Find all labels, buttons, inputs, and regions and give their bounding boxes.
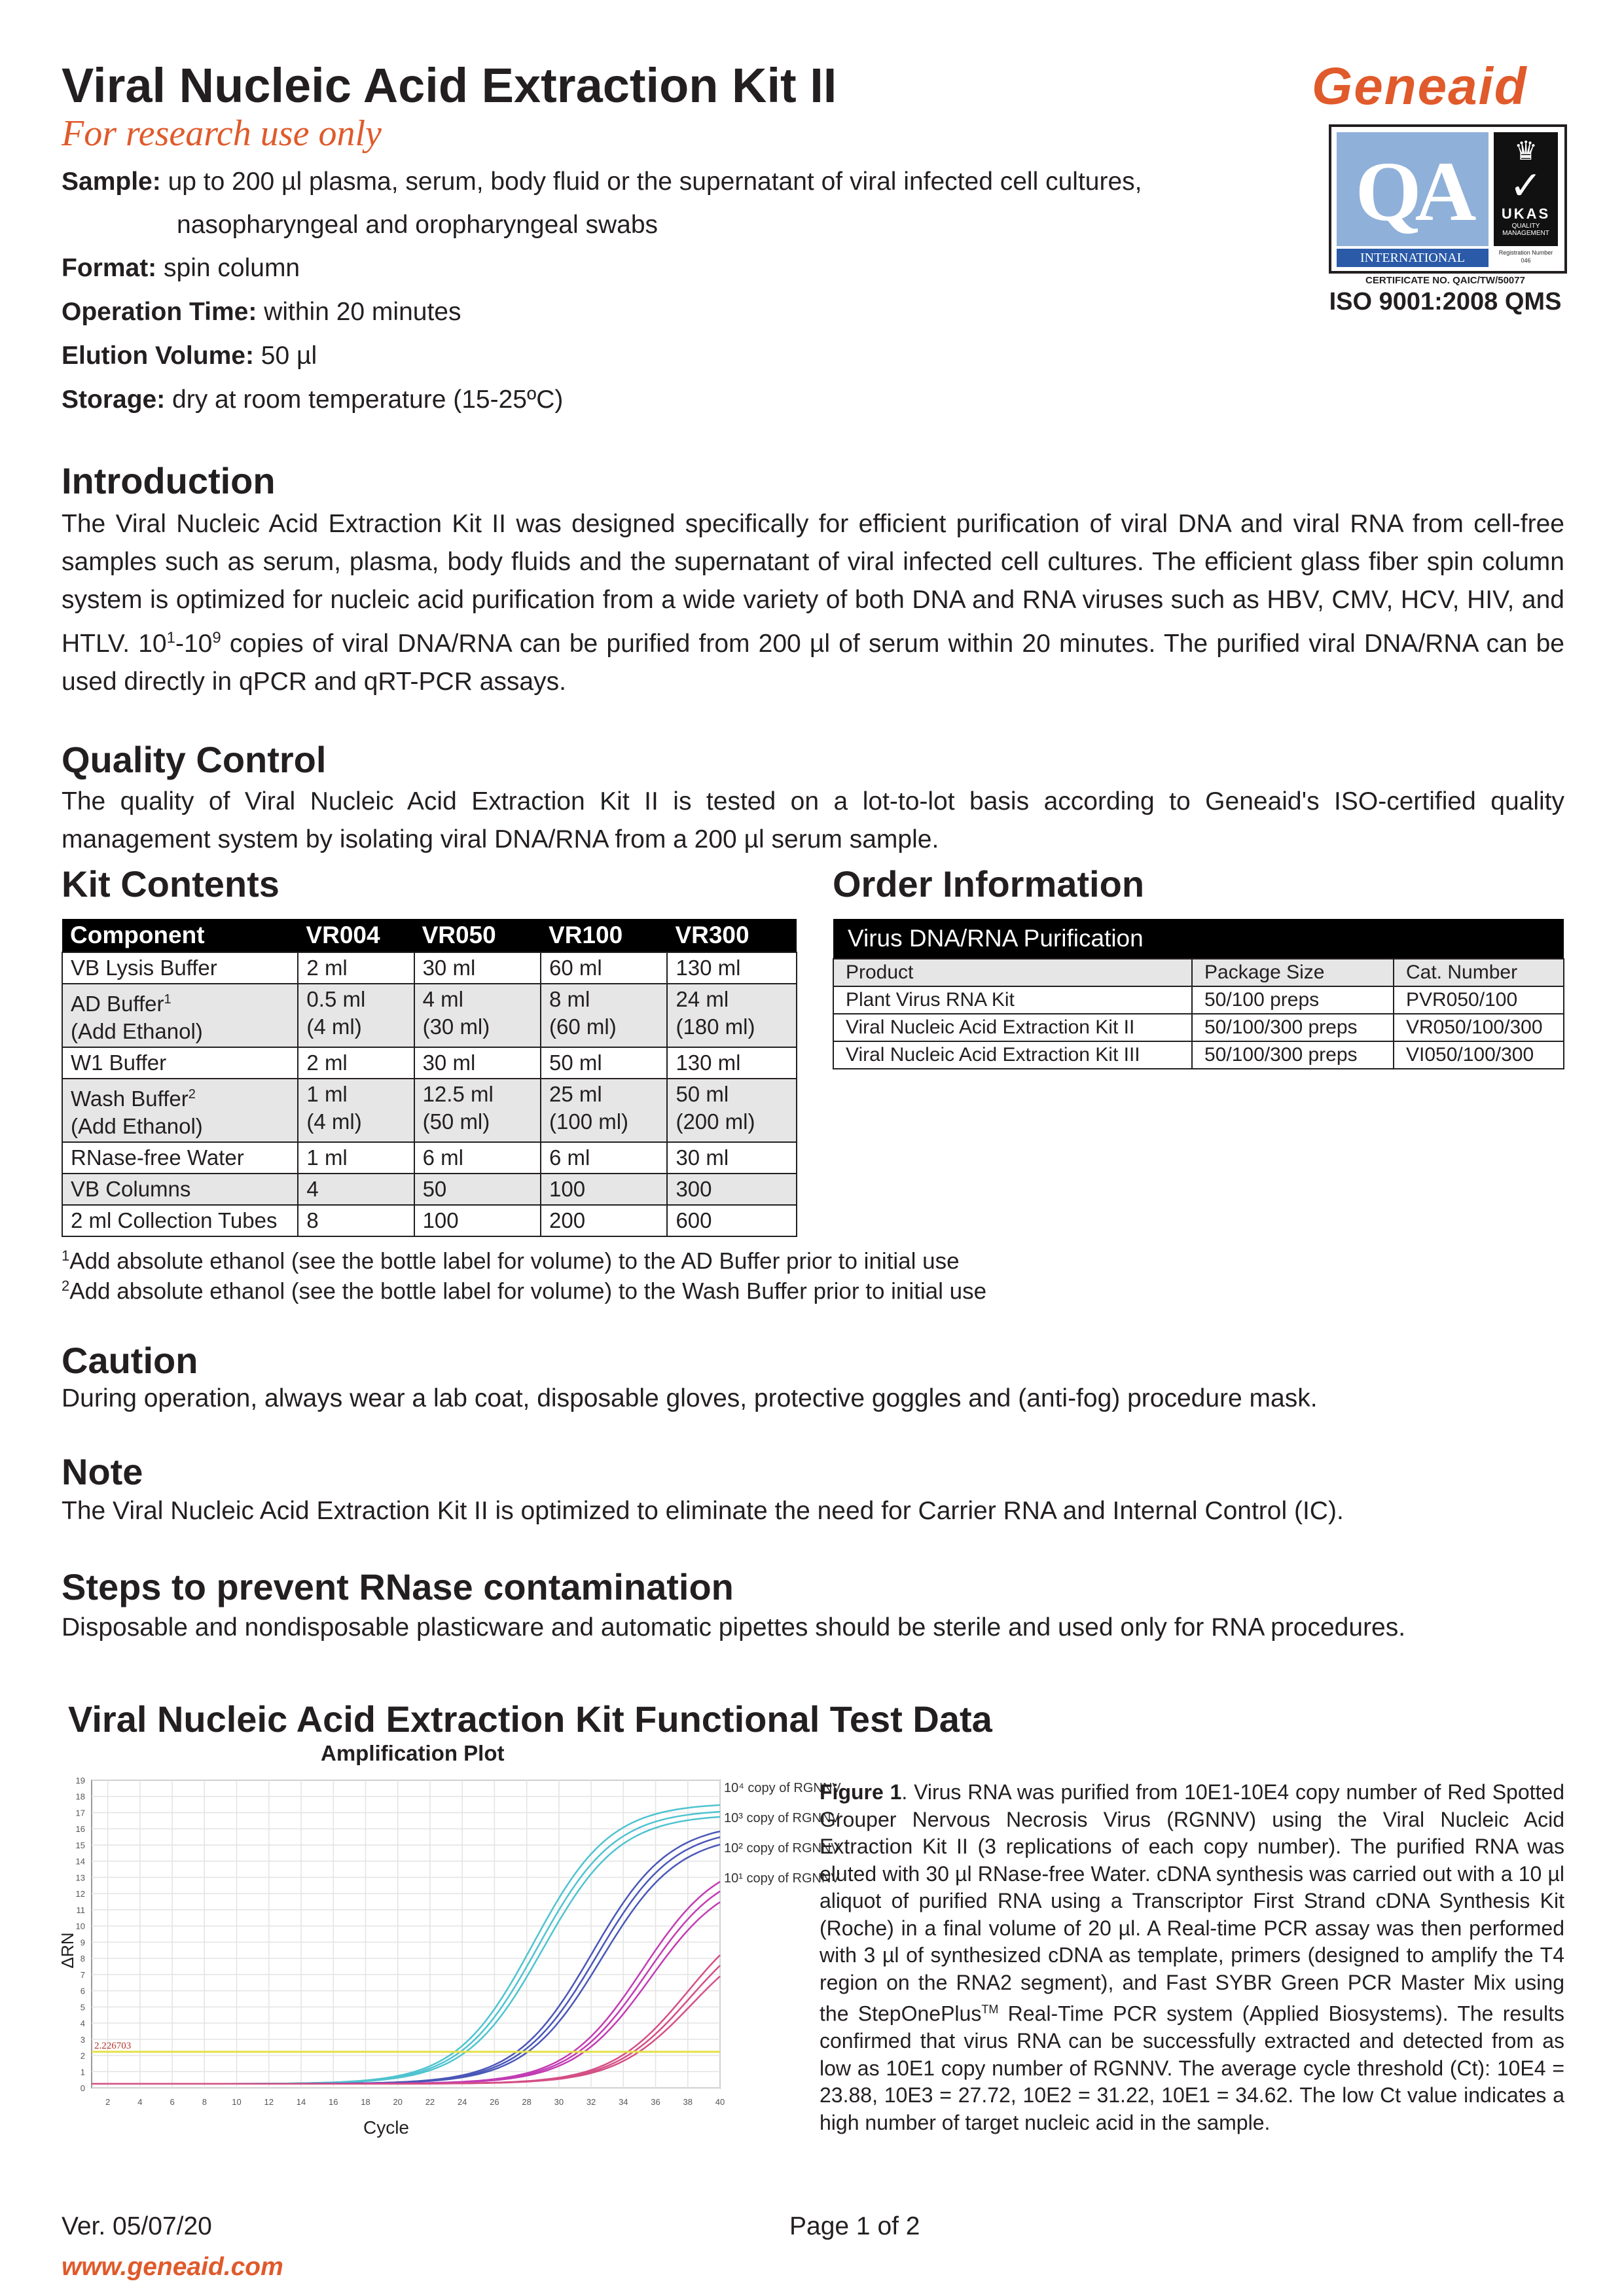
intro-text-part: copies of viral DNA/RNA can be purified from 200 µl of serum within 20 minutes. The purified viral DNA/RNA can be used directly in qPCR and qRT-PCR assays.: [62, 630, 1564, 696]
y-tick-label: 5: [80, 2002, 85, 2013]
table-cell: Viral Nucleic Acid Extraction Kit II: [833, 1014, 1192, 1041]
table-cell: 30 ml: [414, 1047, 541, 1079]
x-tick-label: 8: [202, 2097, 207, 2107]
table-cell: 6 ml: [414, 1142, 541, 1174]
x-tick-label: 24: [457, 2097, 467, 2107]
order-table-title: Virus DNA/RNA Purification: [833, 919, 1564, 959]
y-tick-label: 10: [75, 1921, 85, 1931]
table-cell: [298, 1079, 414, 1142]
table-row: [62, 1205, 797, 1236]
registration-number: Registration Number 046: [1498, 249, 1553, 264]
table-cell: [414, 1079, 541, 1142]
x-tick-label: 30: [554, 2097, 564, 2107]
y-tick-label: 0: [80, 2083, 85, 2093]
trademark-mark: TM: [981, 2003, 999, 2016]
figure-text: . Virus RNA was purified from 10E1-10E4 copy number of Red Spotted Grouper Nervous Necrosis Virus (RGNNV) using the Viral Nucleic Acid Extraction Kit II (3 replications of each copy number). The purified RNA was eluted with 30 µl RNase-free Water. cDNA synthesis was carried out with a 10 µl aliquot of purified RNA using a Transcriptor First Strand cDNA Synthesis Kit (Roche) in a final volume of 20 µl. A Real-time PCR assay was then performed with 3 µl of synthesized cDNA as template, primers (designed to amplify the T4 region on the RNA2 segment), and Fast SYBR Green PCR Master Mix using the StepOnePlus: [820, 1780, 1565, 2026]
y-tick-label: 15: [75, 1840, 85, 1850]
table-cell: 6 ml: [541, 1142, 667, 1174]
x-tick-label: 18: [361, 2097, 370, 2107]
qa-logo-text: QA: [1355, 145, 1470, 239]
table-cell: PVR050/100: [1394, 986, 1564, 1014]
cell-line: 0.5 ml: [306, 987, 366, 1011]
introduction-text: [62, 505, 1564, 701]
threshold-label: 2.226703: [94, 2040, 132, 2051]
table-cell: 50/100/300 preps: [1192, 1014, 1394, 1041]
table-header-row: [833, 959, 1564, 986]
table-cell: [62, 984, 298, 1047]
spec-label: Storage:: [62, 386, 166, 414]
cell-line: (180 ml): [676, 1014, 755, 1039]
x-tick-label: 4: [137, 2097, 143, 2107]
footnote-marker: 1: [62, 1247, 70, 1264]
table-cell: [414, 984, 541, 1047]
spec-value: up to 200 µl plasma, serum, body fluid or the supernatant of viral infected cell cultures,: [168, 168, 1142, 196]
footnote-2: [62, 1278, 986, 1305]
figure-caption: [820, 1779, 1564, 2136]
geneaid-logo: Geneaid: [1312, 57, 1528, 115]
qa-certification-badge: [1329, 124, 1567, 274]
table-row: [833, 1041, 1564, 1069]
rnase-heading: Steps to prevent RNase contamination: [62, 1566, 734, 1607]
cell-line: 8 ml: [549, 987, 590, 1011]
y-tick-label: 17: [75, 1808, 85, 1818]
y-tick-label: 11: [76, 1905, 85, 1915]
rnase-text: Disposable and nondisposable plasticware and automatic pipettes should be sterile and used only for RNA procedures.: [62, 1613, 1406, 1641]
page-number: Page 1 of 2: [789, 2212, 920, 2240]
legend-entry: 10³ copy of RGNNV: [724, 1811, 840, 1825]
table-cell: 100: [541, 1174, 667, 1205]
y-axis-label: ΔRN: [58, 1932, 77, 1969]
research-use-subtitle: For research use only: [62, 113, 382, 154]
column-header: VR100: [541, 919, 667, 952]
spec-operation-time: [62, 298, 461, 327]
table-row: [62, 984, 797, 1047]
footnote-marker: 1: [164, 992, 171, 1007]
amplification-plot: [39, 1767, 841, 2160]
x-tick-label: 12: [264, 2097, 274, 2107]
footnote-marker: 2: [62, 1278, 70, 1294]
website-link[interactable]: www.geneaid.com: [62, 2253, 283, 2281]
table-cell: 130 ml: [667, 952, 797, 984]
table-cell: 200: [541, 1205, 667, 1236]
page-title: Viral Nucleic Acid Extraction Kit II: [62, 58, 837, 113]
table-row: [62, 1047, 797, 1079]
cell-line: (4 ml): [306, 1109, 362, 1134]
table-cell: 50 ml: [541, 1047, 667, 1079]
table-cell: 50/100/300 preps: [1192, 1041, 1394, 1069]
legend-entry: 10² copy of RGNNV: [724, 1841, 840, 1856]
column-header: VR050: [414, 919, 541, 952]
cell-line: 24 ml: [676, 987, 729, 1011]
ukas-subtitle: QUALITY MANAGEMENT: [1502, 223, 1549, 237]
table-cell: 100: [414, 1205, 541, 1236]
table-row: [62, 1142, 797, 1174]
table-cell: 300: [667, 1174, 797, 1205]
intro-text-part: The Viral Nucleic Acid Extraction Kit II was designed specifically for efficient purification of viral DNA and viral RNA from cell-free samples such as serum, plasma, body fluids and the supernatant of viral infected cell cultures. The efficient glass fiber spin column system is optimized for nucleic acid purification from a wide variety of both DNA and RNA viruses such as HBV, CMV, HCV, HIV, and HTLV. 10: [62, 510, 1564, 658]
column-header: VR004: [298, 919, 414, 952]
spec-value: within 20 minutes: [264, 298, 461, 326]
checkmark-icon: ✓: [1509, 164, 1543, 207]
x-tick-label: 28: [522, 2097, 532, 2107]
intro-text-part: -10: [175, 630, 213, 658]
x-tick-label: 34: [619, 2097, 628, 2107]
introduction-heading: Introduction: [62, 460, 276, 501]
x-tick-label: 26: [490, 2097, 499, 2107]
table-cell: 4: [298, 1174, 414, 1205]
figure-label: Figure 1: [820, 1780, 902, 1804]
cell-line: (Add Ethanol): [71, 1019, 203, 1043]
note-text: The Viral Nucleic Acid Extraction Kit II is optimized to eliminate the need for Carrier RNA and Internal Control (IC).: [62, 1497, 1344, 1525]
y-tick-label: 8: [80, 1954, 85, 1964]
table-cell: 30 ml: [414, 952, 541, 984]
cell-line: 1 ml: [306, 1082, 348, 1106]
x-tick-label: 40: [715, 2097, 725, 2107]
y-tick-label: 19: [75, 1776, 85, 1785]
note-heading: Note: [62, 1451, 143, 1492]
quality-control-text: The quality of Viral Nucleic Acid Extraction Kit II is tested on a lot-to-lot basis according to Geneaid's ISO-certified quality management system by isolating viral DNA/RNA from a 200 µl serum sample.: [62, 787, 1564, 853]
y-tick-label: 7: [80, 1969, 85, 1980]
table-cell: 50: [414, 1174, 541, 1205]
table-row: [62, 1174, 797, 1205]
spec-value: dry at room temperature (15-25ºC): [172, 386, 564, 414]
cell-line: (200 ml): [676, 1109, 755, 1134]
chart-title: Amplification Plot: [321, 1741, 505, 1765]
y-tick-label: 18: [75, 1791, 85, 1802]
table-cell: [667, 984, 797, 1047]
cell-line: 12.5 ml: [422, 1082, 494, 1106]
spec-label: Sample:: [62, 168, 161, 196]
qa-logo: [1337, 132, 1489, 246]
spec-value: 50 µl: [261, 342, 317, 370]
table-cell: W1 Buffer: [62, 1047, 298, 1079]
footnote-1: [62, 1247, 960, 1275]
table-cell: Viral Nucleic Acid Extraction Kit III: [833, 1041, 1192, 1069]
cell-line: (50 ml): [422, 1109, 490, 1134]
table-cell: VB Lysis Buffer: [62, 952, 298, 984]
footnote-text: Add absolute ethanol (see the bottle label for volume) to the AD Buffer prior to initial use: [69, 1248, 960, 1274]
spec-storage: [62, 386, 563, 414]
column-header: Cat. Number: [1394, 959, 1564, 986]
legend-entry: 10⁴ copy of RGNNV: [724, 1781, 841, 1795]
spec-label: Elution Volume:: [62, 342, 254, 370]
y-tick-label: 13: [75, 1873, 85, 1883]
table-cell: 60 ml: [541, 952, 667, 984]
table-row: [62, 1079, 797, 1142]
y-tick-label: 1: [80, 2067, 85, 2077]
footnote-marker: 2: [188, 1087, 196, 1102]
table-cell: [667, 1079, 797, 1142]
quality-control-heading: Quality Control: [62, 739, 327, 780]
caution-text: During operation, always wear a lab coat, disposable gloves, protective goggles and (anti-fog) procedure mask.: [62, 1384, 1318, 1412]
table-cell: [62, 1079, 298, 1142]
certificate-number: CERTIFICATE NO. QAIC/TW/50077: [1365, 275, 1525, 286]
table-cell: VI050/100/300: [1394, 1041, 1564, 1069]
table-title-row: [833, 919, 1564, 959]
table-cell: VB Columns: [62, 1174, 298, 1205]
table-cell: 130 ml: [667, 1047, 797, 1079]
cell-line: 50 ml: [676, 1082, 729, 1106]
table-cell: RNase-free Water: [62, 1142, 298, 1174]
spec-format: [62, 254, 300, 283]
y-tick-label: 14: [75, 1856, 85, 1867]
cell-line: (4 ml): [306, 1014, 362, 1039]
x-tick-label: 2: [105, 2097, 111, 2107]
column-header: Product: [833, 959, 1192, 986]
y-tick-label: 3: [80, 2034, 85, 2045]
crown-icon: ♛: [1514, 137, 1538, 166]
column-header: VR300: [667, 919, 797, 952]
cell-line: (30 ml): [422, 1014, 490, 1039]
intro-superscript: 9: [212, 629, 221, 647]
figure-text: Real-Time PCR system (Applied Biosystems). The results confirmed that virus RNA can be successfully extracted and detected from as low as 10E1 copy number of RGNNV. The average cycle threshold (Ct): 10E4 = 23.88, 10E3 = 27.72, 10E2 = 31.22, 10E1 = 34.62. The low Ct value indicates a high number of target nucleic acid in the sample.: [820, 2001, 1565, 2134]
table-cell: [541, 984, 667, 1047]
table-row: [833, 986, 1564, 1014]
table-cell: Plant Virus RNA Kit: [833, 986, 1192, 1014]
x-tick-label: 38: [683, 2097, 693, 2107]
spec-elution-volume: [62, 342, 317, 370]
cell-line: (Add Ethanol): [71, 1114, 203, 1138]
y-tick-label: 16: [75, 1824, 85, 1835]
legend-entry: 10¹ copy of RGNNV: [724, 1871, 840, 1886]
x-tick-label: 16: [328, 2097, 338, 2107]
table-cell: 2 ml: [298, 952, 414, 984]
table-cell: 2 ml Collection Tubes: [62, 1205, 298, 1236]
iso-label: ISO 9001:2008 QMS: [1329, 288, 1562, 315]
order-information-heading: Order Information: [833, 863, 1145, 905]
cell-line: 25 ml: [549, 1082, 602, 1106]
x-tick-label: 32: [586, 2097, 596, 2107]
cell-line: 4 ml: [422, 987, 463, 1011]
kit-contents-heading: Kit Contents: [62, 863, 280, 905]
table-header-row: [62, 919, 797, 952]
y-tick-label: 12: [75, 1889, 85, 1899]
column-header: Component: [62, 919, 298, 952]
x-tick-label: 14: [296, 2097, 306, 2107]
y-tick-label: 4: [80, 2018, 85, 2029]
y-tick-label: 9: [80, 1937, 85, 1948]
x-tick-label: 6: [170, 2097, 175, 2107]
cell-line: (60 ml): [549, 1014, 617, 1039]
column-header: Package Size: [1192, 959, 1394, 986]
cell-line: AD Buffer: [71, 992, 164, 1016]
y-tick-label: 2: [80, 2051, 85, 2061]
cell-line: Wash Buffer: [71, 1086, 189, 1111]
spec-value: spin column: [164, 254, 300, 282]
x-tick-label: 10: [232, 2097, 242, 2107]
spec-sample-cont: nasopharyngeal and oropharyngeal swabs: [177, 211, 659, 239]
table-cell: 2 ml: [298, 1047, 414, 1079]
spec-label: Operation Time:: [62, 298, 257, 326]
x-tick-label: 36: [651, 2097, 660, 2107]
test-data-heading: Viral Nucleic Acid Extraction Kit Functional Test Data: [68, 1698, 992, 1740]
ukas-name: UKAS: [1501, 206, 1551, 222]
y-tick-label: 6: [80, 1986, 85, 1996]
spec-sample: [62, 168, 1142, 196]
table-cell: VR050/100/300: [1394, 1014, 1564, 1041]
table-cell: 8: [298, 1205, 414, 1236]
spec-label: Format:: [62, 254, 157, 282]
ukas-mark: [1494, 132, 1558, 246]
qa-international-label: INTERNATIONAL: [1337, 249, 1489, 267]
x-axis-label: Cycle: [363, 2117, 410, 2138]
table-cell: 30 ml: [667, 1142, 797, 1174]
table-cell: [541, 1079, 667, 1142]
table-row: [62, 952, 797, 984]
table-row: [833, 1014, 1564, 1041]
table-cell: [298, 984, 414, 1047]
kit-contents-table: [62, 919, 797, 1237]
table-cell: 600: [667, 1205, 797, 1236]
table-cell: 50/100 preps: [1192, 986, 1394, 1014]
order-information-table: [833, 919, 1564, 1069]
x-tick-label: 20: [393, 2097, 403, 2107]
caution-heading: Caution: [62, 1340, 198, 1381]
x-tick-label: 22: [425, 2097, 435, 2107]
table-cell: 1 ml: [298, 1142, 414, 1174]
footnote-text: Add absolute ethanol (see the bottle label for volume) to the Wash Buffer prior to initial use: [69, 1278, 987, 1304]
intro-superscript: 1: [166, 629, 175, 647]
cell-line: (100 ml): [549, 1109, 629, 1134]
version-label: Ver. 05/07/20: [62, 2212, 212, 2240]
